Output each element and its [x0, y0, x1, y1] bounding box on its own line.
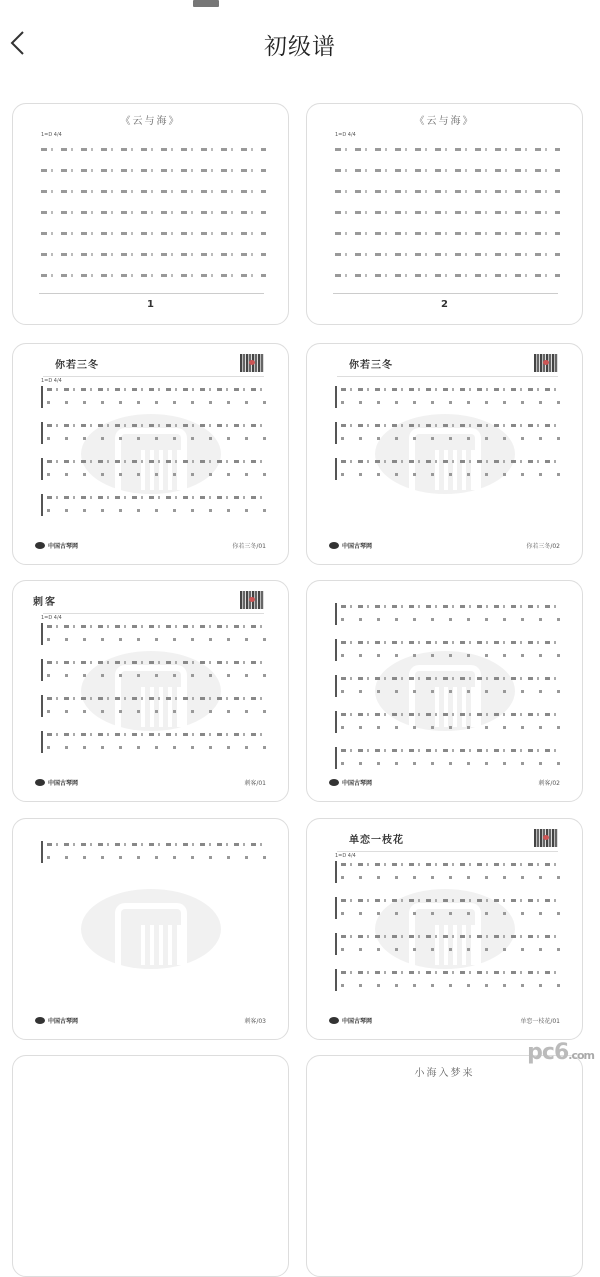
logo-icon: [329, 1017, 339, 1024]
sheet-card[interactable]: [306, 103, 583, 325]
sheet-title: 单恋一枝花: [349, 835, 404, 846]
notation-system: [41, 422, 266, 444]
notation-system: [335, 711, 560, 733]
brand-logo: 中国古琴网: [329, 1016, 372, 1025]
sheet-card[interactable]: [12, 1055, 289, 1277]
notation-system: [41, 494, 266, 516]
sheet-card[interactable]: [12, 818, 289, 1040]
logo-icon: [329, 542, 339, 549]
notation-system: [335, 603, 560, 625]
logo-icon: [35, 1017, 45, 1024]
notation-system: [335, 861, 560, 883]
notation-system: [41, 623, 266, 645]
sheet-card[interactable]: [306, 1055, 583, 1277]
notation-line: [335, 253, 560, 256]
sheet-title: 《云与海》: [120, 116, 181, 127]
tempo-marking: 1=D 4/4: [41, 378, 62, 384]
notation-line: [41, 274, 266, 277]
notation-line: [41, 211, 266, 214]
page-title: 初级谱: [264, 34, 336, 60]
sheet-title: 你若三冬: [349, 360, 393, 371]
notation-line: [335, 274, 560, 277]
notation-line: [335, 232, 560, 235]
tempo-marking: 1=D 4/4: [335, 132, 356, 138]
brand-logo: 中国古琴网: [35, 541, 78, 550]
notation-system: [335, 386, 560, 408]
sheet-thumbnail: [13, 104, 288, 324]
notation-line: [41, 232, 266, 235]
sheet-thumbnail: [307, 1056, 582, 1276]
notation-system: [335, 747, 560, 769]
notation-system: [335, 639, 560, 661]
sheet-card[interactable]: [306, 580, 583, 802]
page-label: 你若三冬/01: [232, 543, 266, 550]
status-indicator-icon: [193, 0, 219, 7]
notation-system: [41, 659, 266, 681]
notation-line: [41, 190, 266, 193]
sheet-title: 《云与海》: [414, 116, 475, 127]
divider: [333, 293, 558, 294]
qr-code-icon: [534, 829, 558, 847]
sheet-card[interactable]: [12, 343, 289, 565]
sheet-card[interactable]: [12, 103, 289, 325]
logo-icon: [35, 542, 45, 549]
watermark-logo-icon: [81, 889, 221, 969]
notation-line: [335, 169, 560, 172]
tempo-marking: 1=D 4/4: [335, 853, 356, 859]
page-label: 单恋一枝花/01: [520, 1018, 560, 1025]
qr-code-icon: [240, 591, 264, 609]
pc6-watermark: pc6.com: [527, 1040, 594, 1065]
notation-system: [41, 695, 266, 717]
page-label: 刺客/02: [538, 780, 560, 787]
sheet-thumbnail: [13, 819, 288, 1039]
qr-code-icon: [240, 354, 264, 372]
tempo-marking: 1=D 4/4: [41, 132, 62, 138]
page-label: 你若三冬/02: [526, 543, 560, 550]
divider: [43, 613, 264, 614]
sheet-thumbnail: [13, 581, 288, 801]
notation-system: [41, 841, 266, 863]
sheet-thumbnail: [13, 1056, 288, 1276]
divider: [39, 293, 264, 294]
sheet-card[interactable]: [306, 343, 583, 565]
qr-code-icon: [534, 354, 558, 372]
notation-system: [41, 458, 266, 480]
brand-logo: 中国古琴网: [329, 541, 372, 550]
sheet-thumbnail: [307, 104, 582, 324]
sheet-thumbnail: [13, 344, 288, 564]
logo-icon: [329, 779, 339, 786]
sheet-title: 你若三冬: [55, 360, 99, 371]
page-label: 刺客/03: [244, 1018, 266, 1025]
divider: [337, 851, 558, 852]
sheet-thumbnail: [307, 344, 582, 564]
sheet-thumbnail: [307, 819, 582, 1039]
page-label: 刺客/01: [244, 780, 266, 787]
notation-line: [41, 148, 266, 151]
notation-system: [335, 458, 560, 480]
notation-line: [335, 190, 560, 193]
notation-line: [335, 148, 560, 151]
notation-system: [41, 731, 266, 753]
brand-logo: 中国古琴网: [35, 1016, 78, 1025]
notation-system: [335, 897, 560, 919]
status-bar: [0, 0, 600, 12]
divider: [43, 376, 264, 377]
sheet-title: 刺客: [33, 597, 57, 608]
sheet-card[interactable]: [306, 818, 583, 1040]
notation-system: [335, 422, 560, 444]
page-number: 2: [441, 299, 448, 310]
notation-system: [335, 969, 560, 991]
sheet-title: 小海入梦来: [414, 1068, 475, 1079]
brand-logo: 中国古琴网: [329, 778, 372, 787]
divider: [337, 376, 558, 377]
page-number: 1: [147, 299, 154, 310]
notation-system: [41, 386, 266, 408]
notation-system: [335, 933, 560, 955]
notation-line: [335, 211, 560, 214]
sheet-card[interactable]: [12, 580, 289, 802]
tempo-marking: 1=D 4/4: [41, 615, 62, 621]
header: [0, 18, 600, 70]
brand-logo: 中国古琴网: [35, 778, 78, 787]
sheet-thumbnail: [307, 581, 582, 801]
logo-icon: [35, 779, 45, 786]
notation-line: [41, 253, 266, 256]
notation-system: [335, 675, 560, 697]
notation-line: [41, 169, 266, 172]
